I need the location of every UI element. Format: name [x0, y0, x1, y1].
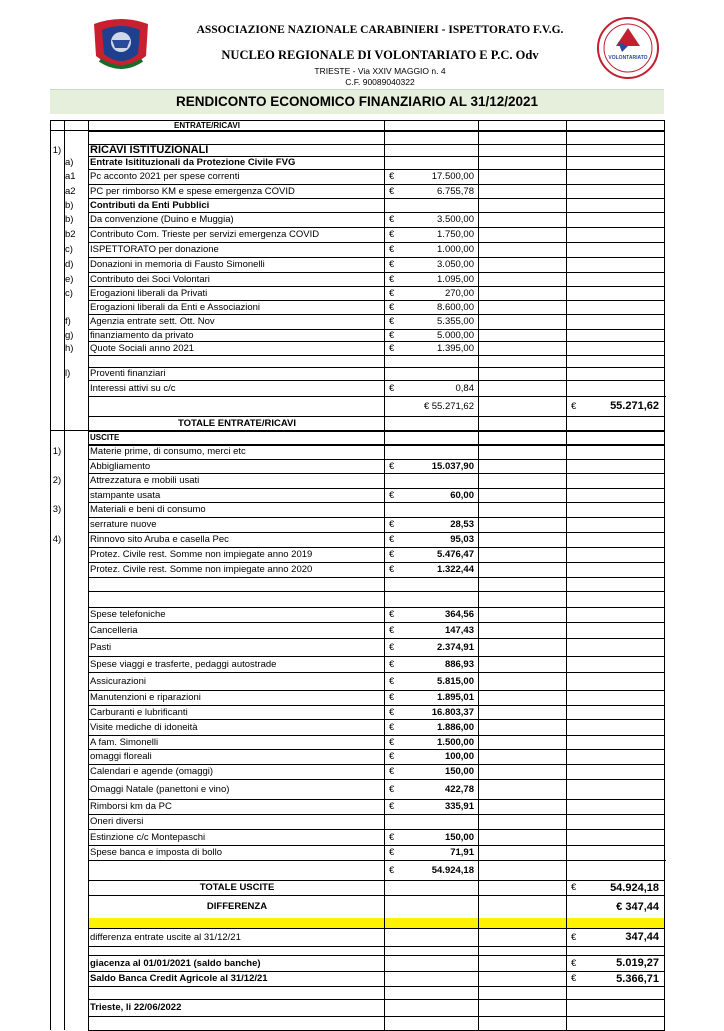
fiscal-code: C.F. 90089040322	[345, 77, 415, 87]
row-divider	[384, 396, 666, 397]
table-row	[50, 1016, 665, 1030]
row-divider	[384, 860, 666, 861]
volontariato-logo	[596, 16, 660, 80]
euro-sign: €	[389, 534, 395, 545]
euro-sign: €	[389, 736, 395, 748]
row-description: Saldo Banca Credit Agricole al 31/12/21	[90, 973, 268, 984]
highlight-band	[88, 918, 665, 928]
row-description: Materiali e beni di consumo	[90, 504, 206, 515]
table-row	[50, 459, 665, 473]
row-description: Contributo dei Soci Volontari	[90, 273, 210, 285]
table-row	[50, 473, 665, 488]
amount: 1.000,00	[437, 244, 474, 255]
euro-sign: €	[389, 342, 395, 354]
section-number: 3)	[52, 504, 62, 515]
row-description: Calendari e agende (omaggi)	[90, 766, 214, 777]
column-divider	[478, 120, 479, 1030]
row-description: Trieste, li 22/06/2022	[90, 1002, 182, 1013]
column-divider	[50, 120, 51, 1030]
total-amount: 347,44	[625, 931, 659, 943]
table-row	[50, 591, 665, 607]
amount: 1.500,00	[437, 736, 474, 748]
table-row	[50, 355, 665, 367]
row-description: giacenza al 01/01/2021 (saldo banche)	[90, 957, 261, 969]
item-code: h)	[65, 342, 74, 354]
table-row	[50, 444, 665, 459]
row-description: ISPETTORATO per donazione	[90, 244, 219, 255]
row-description: Manutenzioni e riparazioni	[90, 692, 201, 703]
table-row	[50, 562, 665, 577]
table-row	[50, 735, 665, 749]
table-row	[50, 532, 665, 547]
row-description: Rimborsi km da PC	[90, 801, 172, 812]
column-divider	[566, 120, 567, 1030]
euro-sign: €	[389, 273, 395, 285]
row-description: finanziamento da privato	[90, 329, 194, 341]
amount: 5.000,00	[437, 329, 474, 341]
table-row	[50, 638, 665, 656]
amount: 15.037,90	[431, 460, 474, 472]
table-row	[50, 749, 665, 764]
row-description: Erogazioni liberali da Enti e Associazioni	[90, 301, 261, 313]
total-amount: € 347,44	[616, 900, 659, 913]
euro-sign: €	[389, 185, 395, 197]
row-description: Materie prime, di consumo, merci etc	[90, 446, 246, 457]
euro-sign: €	[389, 847, 395, 858]
amount: 2.374,91	[437, 641, 474, 653]
table-row	[50, 169, 665, 184]
amount: 147,43	[444, 624, 474, 636]
euro-sign-total: €	[571, 957, 577, 969]
row-description: Carburanti e lubrificanti	[90, 706, 188, 718]
table-row	[50, 860, 665, 880]
amount: 3.500,00	[437, 214, 474, 225]
table-row	[50, 918, 665, 928]
amount: 16.803,37	[431, 706, 474, 718]
table-row	[50, 829, 665, 845]
total-amount: 54.924,18	[610, 881, 659, 894]
row-description: Quote Sociali anno 2021	[90, 342, 195, 354]
item-code: f)	[65, 316, 71, 327]
amount: 5.355,00	[437, 316, 474, 327]
amount: 1.095,00	[437, 273, 474, 285]
column-divider	[664, 120, 665, 1030]
amount: 5.815,00	[437, 675, 474, 687]
table-row	[50, 971, 665, 986]
table-row	[50, 577, 665, 591]
amount: 422,78	[444, 783, 474, 795]
table-row	[50, 607, 665, 622]
address: TRIESTE - Via XXIV MAGGIO n. 4	[314, 66, 446, 76]
total-amount: 5.019,27	[616, 957, 659, 969]
column-divider	[384, 120, 385, 1030]
table-row	[50, 380, 665, 396]
item-code: e)	[65, 273, 74, 285]
table-row	[50, 799, 665, 814]
table-row	[50, 367, 665, 380]
amount: 1.395,00	[437, 342, 474, 354]
nucleus-name: NUCLEO REGIONALE DI VOLONTARIATO E P.C. Odv	[221, 48, 539, 62]
table-row	[50, 880, 665, 895]
table-row	[50, 144, 665, 156]
euro-sign: €	[389, 624, 395, 636]
euro-sign: €	[389, 316, 395, 327]
table-row	[50, 779, 665, 799]
table-row	[50, 517, 665, 532]
row-description: Contributo Com. Trieste per servizi emergenza COVID	[90, 229, 320, 240]
item-code: b)	[65, 199, 74, 211]
amount: 150,00	[444, 766, 474, 777]
amount: 60,00	[450, 489, 474, 501]
euro-sign: €	[389, 751, 395, 762]
item-code: a)	[65, 157, 74, 168]
amount: € 55.271,62	[423, 400, 474, 412]
amount: 28,53	[450, 519, 474, 530]
row-description: omaggi floreali	[90, 751, 152, 762]
row-description: TOTALE ENTRATE/RICAVI	[177, 417, 297, 429]
table-row	[50, 198, 665, 212]
row-description: Agenzia entrate sett. Ott. Nov	[90, 316, 215, 327]
row-description: Abbigliamento	[90, 460, 151, 472]
row-description: Cancelleria	[90, 624, 138, 636]
table-row	[50, 928, 665, 946]
amount: 17.500,00	[431, 171, 474, 182]
association-name: ASSOCIAZIONE NAZIONALE CARABINIERI - ISPETTORATO F.V.G.	[196, 24, 564, 36]
table-row	[50, 845, 665, 860]
row-description: Da convenzione (Duino e Muggia)	[90, 214, 234, 225]
amount: 886,93	[444, 658, 474, 670]
table-row	[50, 955, 665, 971]
amount: 270,00	[444, 287, 474, 299]
table-row	[50, 341, 665, 355]
amount: 1.886,00	[437, 721, 474, 733]
euro-sign: €	[389, 721, 395, 733]
title-bar	[50, 89, 664, 114]
table-row	[50, 396, 665, 416]
table-row	[50, 156, 665, 169]
row-description: Pc acconto 2021 per spese correnti	[90, 171, 240, 182]
euro-sign: €	[389, 301, 395, 313]
column-divider	[88, 120, 89, 1030]
amount: 54.924,18	[431, 864, 474, 876]
row-description: Interessi attivi su c/c	[90, 382, 176, 394]
page-title: RENDICONTO ECONOMICO FINANZIARIO AL 31/12/2021	[175, 94, 539, 109]
amount: 1.322,44	[437, 564, 474, 575]
section-number: 2)	[52, 475, 62, 486]
column-divider	[64, 120, 65, 1030]
amount: 100,00	[444, 751, 474, 762]
amount: 335,91	[444, 801, 474, 812]
table-row	[50, 999, 665, 1016]
amount: 5.476,47	[437, 549, 474, 560]
table-row	[50, 764, 665, 779]
row-description: PC per rimborso KM e spese emergenza COVID	[90, 185, 295, 197]
euro-sign: €	[389, 706, 395, 718]
row-description: serrature nuove	[90, 519, 157, 530]
euro-sign: €	[389, 658, 395, 670]
euro-sign: €	[389, 783, 395, 795]
table-row	[50, 300, 665, 314]
amount: 71,91	[450, 847, 474, 858]
table-row	[50, 430, 665, 444]
row-description: differenza entrate uscite al 31/12/21	[90, 931, 241, 943]
item-code: d)	[65, 259, 74, 270]
table-row	[50, 227, 665, 242]
euro-sign: €	[389, 549, 395, 560]
euro-sign: €	[389, 564, 395, 575]
table-row	[50, 705, 665, 719]
euro-sign: €	[389, 259, 395, 270]
table-row	[50, 672, 665, 690]
euro-sign: €	[389, 214, 395, 225]
table-row	[50, 242, 665, 257]
table-row	[50, 814, 665, 829]
euro-sign: €	[389, 519, 395, 530]
section-number: 1)	[52, 144, 62, 156]
row-description: Assicurazioni	[90, 675, 146, 687]
row-description: Spese banca e imposta di bollo	[90, 847, 223, 858]
table-row	[50, 986, 665, 999]
euro-sign-total: €	[571, 973, 577, 984]
table-row	[50, 314, 665, 329]
euro-sign-total: €	[571, 931, 577, 943]
euro-sign-total: €	[571, 882, 577, 893]
total-amount: 5.366,71	[616, 972, 659, 985]
row-description: A fam. Simonelli	[90, 736, 159, 748]
section-header: USCITE	[90, 432, 120, 442]
euro-sign: €	[389, 609, 395, 620]
item-code: b)	[65, 214, 74, 225]
row-description: stampante usata	[90, 489, 161, 501]
euro-sign: €	[389, 244, 395, 255]
row-description: Protez. Civile rest. Somme non impiegate anno 2020	[90, 564, 313, 575]
euro-sign-total: €	[571, 400, 577, 412]
amount: 0,84	[455, 382, 474, 394]
euro-sign: €	[389, 831, 395, 843]
item-code: a1	[65, 171, 76, 182]
item-code: c)	[65, 244, 73, 255]
table-row	[50, 656, 665, 672]
section-header: ENTRATE/RICAVI	[174, 120, 240, 130]
euro-sign: €	[389, 229, 395, 240]
row-description: Oneri diversi	[90, 816, 144, 827]
amount: 1.750,00	[437, 229, 474, 240]
table-row	[50, 622, 665, 638]
euro-sign: €	[389, 766, 395, 777]
row-description: Attrezzatura e mobili usati	[90, 475, 200, 486]
table-row	[50, 184, 665, 198]
row-description: RICAVI ISTITUZIONALI	[90, 144, 209, 156]
euro-sign: €	[389, 641, 395, 653]
row-description: Pasti	[90, 641, 112, 653]
euro-sign: €	[389, 675, 395, 687]
item-code: l)	[65, 368, 71, 379]
table-row	[50, 257, 665, 272]
row-description: Spese telefoniche	[90, 609, 166, 620]
row-description: TOTALE USCITE	[199, 882, 275, 893]
amount: 3.050,00	[437, 259, 474, 270]
row-description: Visite mediche di idoneità	[90, 721, 198, 733]
table-row	[50, 329, 665, 341]
euro-sign: €	[389, 382, 395, 394]
logo-text: VOLONTARIATO	[608, 55, 648, 61]
item-code: g)	[65, 329, 74, 341]
amount: 150,00	[444, 831, 474, 843]
row-description: Erogazioni liberali da Privati	[90, 287, 208, 299]
section-number: 1)	[52, 446, 62, 457]
row-description: Contributi da Enti Pubblici	[90, 199, 210, 211]
section-number: 4)	[52, 534, 62, 545]
amount: 364,56	[444, 609, 474, 620]
row-description: Rinnovo sito Aruba e casella Pec	[90, 534, 229, 545]
total-amount: 55.271,62	[610, 400, 659, 412]
table-row	[50, 286, 665, 300]
row-description: Protez. Civile rest. Somme non impiegate anno 2019	[90, 549, 313, 560]
row-description: Spese viaggi e trasferte, pedaggi autostrade	[90, 658, 277, 670]
table-row	[50, 502, 665, 517]
carabinieri-logo	[88, 16, 154, 76]
table-row	[50, 120, 665, 130]
table-row	[50, 719, 665, 735]
row-description: Donazioni in memoria di Fausto Simonelli	[90, 259, 265, 270]
amount: 95,03	[450, 534, 474, 545]
euro-sign: €	[389, 171, 395, 182]
row-description: Estinzione c/c Montepaschi	[90, 831, 206, 843]
table-row	[50, 488, 665, 502]
item-code: a2	[65, 185, 76, 197]
table-row	[50, 272, 665, 286]
row-description: Proventi finanziari	[90, 368, 166, 379]
euro-sign: €	[389, 287, 395, 299]
table-row	[50, 946, 665, 955]
euro-sign: €	[389, 489, 395, 501]
row-description: DIFFERENZA	[206, 901, 268, 912]
row-description: Omaggi Natale (panettoni e vino)	[90, 783, 230, 795]
item-code: c)	[65, 287, 73, 299]
amount: 1.895,01	[437, 692, 474, 703]
row-description: Entrate Isitituzionali da Protezione Civile FVG	[90, 157, 296, 168]
euro-sign: €	[389, 460, 395, 472]
table-row	[50, 130, 665, 144]
euro-sign: €	[389, 692, 395, 703]
euro-sign: €	[389, 329, 395, 341]
amount: 8.600,00	[437, 301, 474, 313]
table-row	[50, 547, 665, 562]
table-row	[50, 895, 665, 918]
euro-sign: €	[389, 864, 395, 876]
item-code: b2	[65, 229, 76, 240]
amount: 6.755,78	[437, 185, 474, 197]
euro-sign: €	[389, 801, 395, 812]
table-row	[50, 416, 665, 430]
table-row	[50, 212, 665, 227]
table-row	[50, 690, 665, 705]
